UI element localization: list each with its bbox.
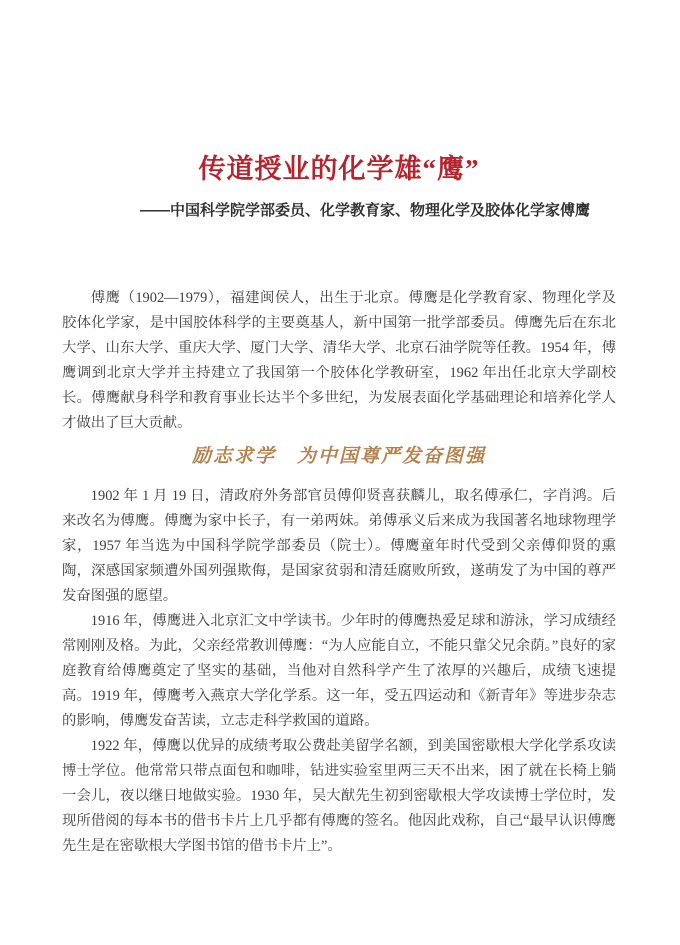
article-subtitle: ——中国科学院学部委员、化学教育家、物理化学及胶体化学家傅鹰 (139, 202, 590, 219)
paragraph-intro: 傅鹰（1902—1979），福建闽侯人，出生于北京。傅鹰是化学教育家、物理化学及胶体化学家，是中国胶体科学的主要奠基人，新中国第一批学部委员。傅鹰先后在东北大学、山东大学、重庆大学、厦门大学、清华大学、北京石油学院等任教。1954 年，傅鹰调到北京大学并主持建立了我国第一个胶体化学教研室，1962 年出任北京大学副校长。傅鹰献身科学和教育事业长达半个多世纪，为发展表面化学基础理论和培养化学人才做出了巨大贡献。 (62, 290, 616, 431)
paragraph-birth-family: 1902 年 1 月 19 日，清政府外务部官员傅仰贤喜获麟儿，取名傅承仁，字肖鸿。后来改名为傅鹰。傅鹰为家中长子，有一弟两妹。弟傅承义后来成为我国著名地球物理学家，1957 年当选为中国科学院学部委员（院士）。傅鹰童年时代受到父亲傅仰贤的熏陶，深感国家频遭外国列强欺侮，是国家贫弱和清廷腐败所致，遂萌发了为中国的尊严发奋图强的愿望。 (62, 488, 616, 604)
section-heading: 励志求学 为中国尊严发奋图强 (191, 446, 486, 467)
article-title: 传道授业的化学雄“鹰” (198, 154, 480, 184)
paragraph-schooling: 1916 年，傅鹰进入北京汇文中学读书。少年时的傅鹰热爱足球和游泳，学习成绩经常刚刚及格。为此，父亲经常教训傅鹰：“为人应能自立，不能只靠父兄余荫。”良好的家庭教育给傅鹰奠定了坚实的基础，当他对自然科学产生了浓厚的兴趣后，成绩飞速提高。1919 年，傅鹰考入燕京大学化学系。这一年，受五四运动和《新青年》等进步杂志的影响，傅鹰发奋苦读，立志走科学救国的道路。 (62, 613, 616, 729)
paragraph-study-abroad: 1922 年，傅鹰以优异的成绩考取公费赴美留学名额，到美国密歇根大学化学系攻读博士学位。他常常只带点面包和咖啡，钻进实验室里两三天不出来，困了就在长椅上躺一会儿，夜以继日地做实验。1930 年，吴大猷先生初到密歇根大学攻读博士学位时，发现所借阅的每本书的借书卡片上几乎都有傅鹰的签名。他因此戏称，自己“最早认识傅鹰先生是在密歇根大学图书馆的借书卡片上”。 (62, 738, 616, 854)
